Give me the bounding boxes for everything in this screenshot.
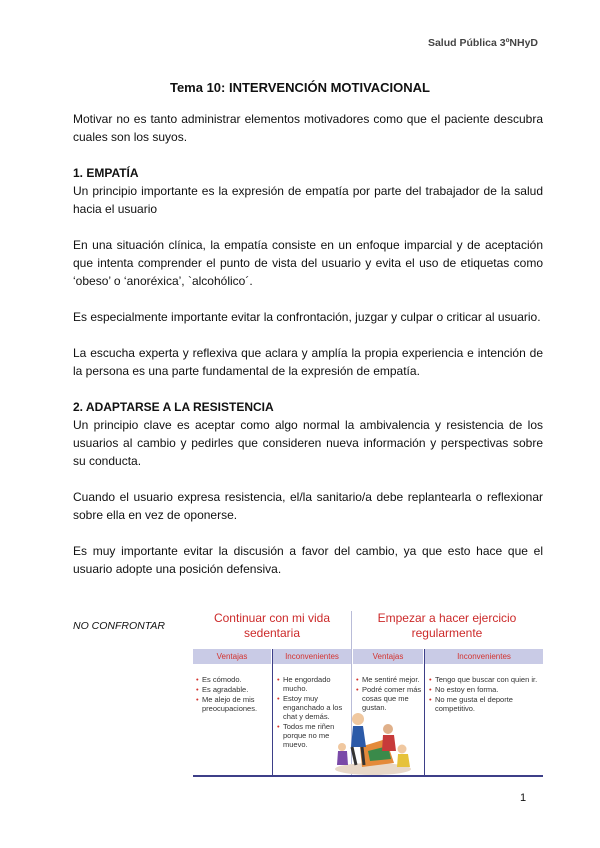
document-title: Tema 10: INTERVENCIÓN MOTIVACIONAL [169,80,431,95]
list-item: • Podré comer más cosas que me gustan. [356,685,422,712]
subheader-inconvenientes: Inconvenientes [425,649,543,664]
list-item: • Todos me riñen porque no me muevo. [277,722,349,749]
children-playing-illustration [328,689,418,779]
subheader-ventajas: Ventajas [193,649,271,664]
list-item: • He engordado mucho. [277,675,349,693]
subheader-ventajas: Ventajas [353,649,423,664]
list-item: • Tengo que buscar con quien ir. [429,675,539,684]
paragraph: Cuando el usuario expresa resistencia, el/la sanitario/a debe replantearla o reflexionar sobre ella en vez de oponerse. [73,490,543,522]
section-heading-empatia: 1. EMPATÍA [73,166,139,180]
column-divider [424,649,425,775]
paragraph: Es muy importante evitar la discusión a favor del cambio, ya que esto hace que el usuario adopte una posición defensiva. [73,544,543,576]
page-header: Salud Pública 3ºNHyD [427,37,538,49]
list-item: • No estoy en forma. [429,685,539,694]
paragraph: Es especialmente importante evitar la confrontación, juzgar y culpar o criticar al usuario. [73,310,541,324]
list-item: • Es agradable. [196,685,270,694]
paragraph: La escucha experta y reflexiva que aclara y amplía la propia experiencia e intención de la persona es una parte fundamental de la expresión de empatía. [73,346,543,378]
list-item: • Estoy muy enganchado a los chat y demás. [277,694,349,721]
page-number: 1 [520,792,527,804]
paragraph: Un principio importante es la expresión de empatía por parte del trabajador de la salud hacia el usuario [73,184,543,216]
inconvenientes-list [429,675,539,714]
ventajas-list [196,675,270,714]
no-confrontar-label: NO CONFRONTAR [73,620,165,632]
list-item: • No me gusta el deporte competitivo. [429,695,539,713]
column-title: Empezar a hacer ejercicio regularmente [377,611,517,640]
section-heading-resistencia: 2. ADAPTARSE A LA RESISTENCIA [73,400,274,414]
column-title: Continuar con mi vida sedentaria [213,611,331,640]
subheader-inconvenientes: Inconvenientes [273,649,351,664]
list-item: • Me alejo de mis preocupaciones. [196,695,270,713]
paragraph: En una situación clínica, la empatía consiste en un enfoque imparcial y de aceptación que intenta comprender el punto de vista del usuario y evita el uso de etiquetas como ‘obeso’ o ‘anoréxica’, `alcohólico´. [73,238,543,288]
document-body [73,110,543,578]
paragraph: Un principio clave es aceptar como algo normal la ambivalencia y resistencia de los usuarios al cambio y pedirles que consideren nueva información y perspectivas sobre su conducta. [73,418,543,468]
column-divider [272,649,273,775]
list-item: • Me sentiré mejor. [356,675,422,684]
list-item: • Es cómodo. [196,675,270,684]
intro-paragraph: Motivar no es tanto administrar elementos motivadores como que el paciente descubra cuales son los suyos. [73,112,543,144]
decisional-balance-table [193,609,543,777]
